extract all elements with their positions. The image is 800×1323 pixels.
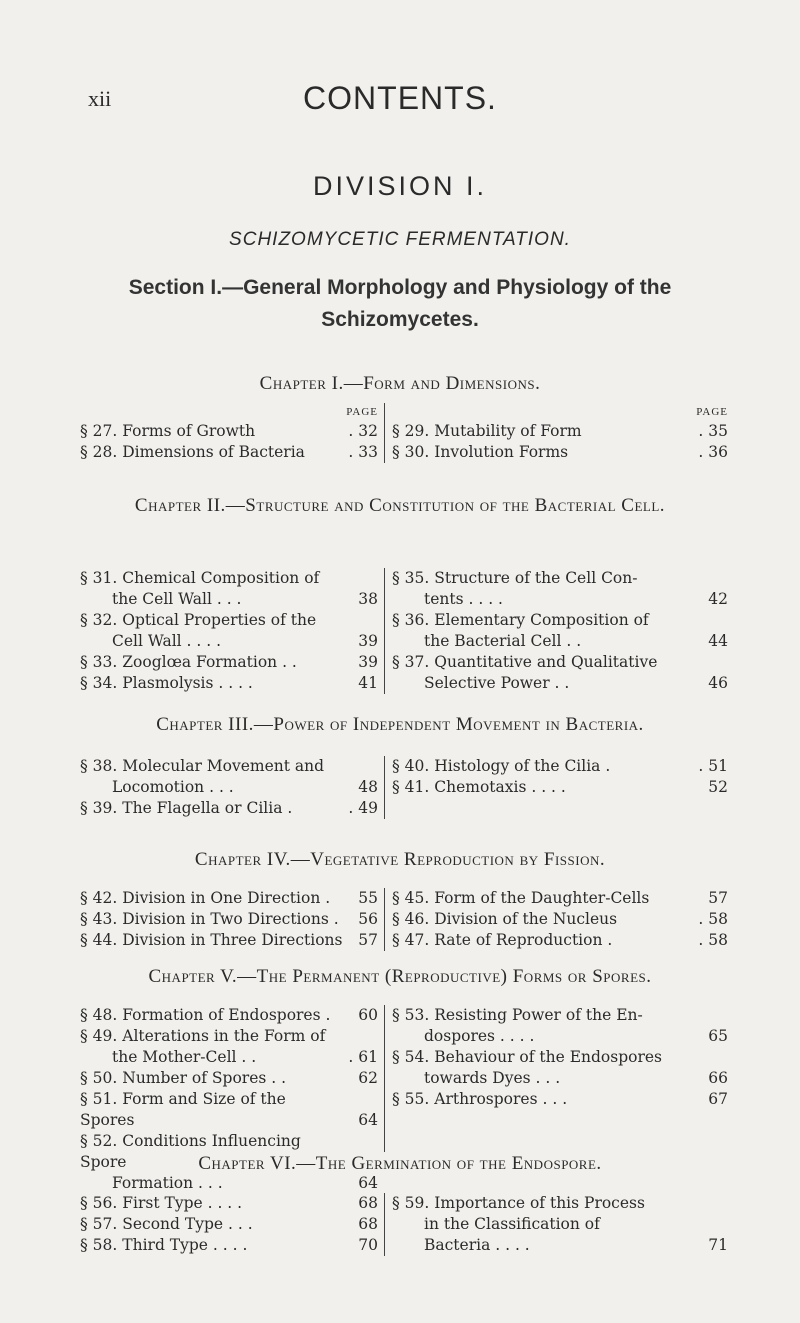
entry-title: Selective Power . .	[424, 674, 570, 692]
toc-entry[interactable]	[392, 930, 728, 951]
chapter-heading: Chapter II.—Structure and Constitution of the Bacterial Cell.	[134, 495, 666, 516]
entry-title: § 59. Importance of this Process	[392, 1194, 645, 1212]
toc-entry[interactable]	[80, 568, 378, 610]
entry-title: § 40. Histology of the Cilia .	[392, 757, 611, 775]
entry-page-number: 57	[358, 931, 378, 949]
entry-page-number: 41	[358, 674, 378, 692]
chapter-heading: Chapter V.—The Permanent (Reproductive) Forms or Spores.	[148, 966, 652, 987]
entry-title: § 28. Dimensions of Bacteria	[80, 443, 305, 461]
entry-page-number: . 32	[348, 422, 378, 440]
division-heading: DIVISION I.	[312, 171, 488, 201]
entry-title: in the Classification of	[424, 1215, 600, 1233]
entry-page-number: 38	[358, 590, 378, 608]
right-column	[392, 756, 728, 798]
entry-page-number: 64	[358, 1174, 378, 1192]
entry-title: § 52. Conditions Influencing Spore	[80, 1132, 301, 1171]
right-column	[392, 1005, 728, 1110]
entry-page-number: 52	[708, 778, 728, 796]
entry-page-number: 56	[358, 910, 378, 928]
right-column	[392, 1193, 728, 1256]
entry-page-number: . 58	[698, 931, 728, 949]
entry-page-number: 64	[358, 1111, 378, 1129]
entry-title: § 38. Molecular Movement and	[80, 757, 325, 775]
section-title: Section I.—General Morphology and Physiology of the Schizomycetes.	[128, 276, 672, 331]
entry-page-number: 70	[358, 1236, 378, 1254]
entry-title: towards Dyes . . .	[424, 1069, 561, 1087]
entry-title: § 43. Division in Two Directions .	[80, 910, 339, 928]
column-divider	[384, 568, 385, 694]
entry-page-number: . 61	[348, 1048, 378, 1066]
toc-entry[interactable]	[392, 777, 728, 798]
entry-title: § 42. Division in One Direction .	[80, 889, 331, 907]
toc-entry[interactable]	[392, 1005, 728, 1047]
entry-title: § 45. Form of the Daughter-Cells	[392, 889, 650, 907]
entry-title: Bacteria . . . .	[424, 1236, 530, 1254]
page-number: xii	[88, 86, 112, 111]
entry-page-number: 55	[358, 889, 378, 907]
entry-title: Formation . . .	[112, 1174, 223, 1192]
chapter-heading: Chapter IV.—Vegetative Reproduction by Fission.	[194, 849, 606, 870]
entry-title: § 32. Optical Properties of the	[80, 611, 317, 629]
running-head	[0, 80, 800, 120]
entry-page-number: 67	[708, 1090, 728, 1108]
entry-title: § 39. The Flagella or Cilia .	[80, 799, 293, 817]
left-column	[80, 756, 378, 819]
entry-page-number: . 33	[348, 443, 378, 461]
entry-title: § 41. Chemotaxis . . . .	[392, 778, 566, 796]
toc-entry[interactable]	[80, 930, 378, 951]
toc-entry[interactable]	[80, 909, 378, 930]
entry-page-number: 65	[708, 1027, 728, 1045]
entry-page-number: 44	[708, 632, 728, 650]
entry-title: § 33. Zooglœa Formation . .	[80, 653, 297, 671]
chapter-heading: Chapter III.—Power of Independent Movement in Bacteria.	[156, 714, 644, 735]
entry-title: tents . . . .	[424, 590, 503, 608]
entry-title: § 50. Number of Spores . .	[80, 1069, 287, 1087]
entry-title: § 36. Elementary Composition of	[392, 611, 649, 629]
entry-title: the Bacterial Cell . .	[424, 632, 582, 650]
toc-entry[interactable]	[80, 888, 378, 909]
column-divider	[384, 756, 385, 819]
entry-page-number: 71	[708, 1236, 728, 1254]
toc-entry[interactable]	[80, 1193, 378, 1214]
entry-title: § 35. Structure of the Cell Con-	[392, 569, 638, 587]
entry-title: § 54. Behaviour of the Endospores	[392, 1048, 663, 1066]
left-column	[80, 568, 378, 694]
running-title: CONTENTS.	[303, 80, 497, 116]
entry-title: § 48. Formation of Endospores .	[80, 1006, 331, 1024]
entry-title: § 58. Third Type . . . .	[80, 1236, 248, 1254]
toc-entry[interactable]	[392, 442, 728, 463]
toc-entry[interactable]	[80, 1005, 378, 1026]
toc-entry[interactable]	[80, 421, 378, 442]
toc-entry[interactable]	[80, 652, 378, 673]
entry-page-number: 39	[358, 653, 378, 671]
entry-title: Cell Wall . . . .	[112, 632, 222, 650]
entry-title: § 49. Alterations in the Form of	[80, 1027, 326, 1045]
entry-title: § 47. Rate of Reproduction .	[392, 931, 613, 949]
entry-title: § 46. Division of the Nucleus	[392, 910, 618, 928]
toc-entry[interactable]	[392, 1193, 728, 1256]
column-divider	[384, 888, 385, 951]
entry-page-number: 42	[708, 590, 728, 608]
entry-title: § 57. Second Type . . .	[80, 1215, 253, 1233]
entry-page-number: 60	[358, 1006, 378, 1024]
toc-entry[interactable]	[80, 1235, 378, 1256]
toc-entry[interactable]	[80, 1089, 378, 1131]
entry-page-number: . 51	[698, 757, 728, 775]
page-column-label: PAGE	[346, 406, 378, 418]
entry-title: § 29. Mutability of Form	[392, 422, 582, 440]
toc-entry[interactable]	[392, 568, 728, 610]
toc-entry[interactable]	[80, 442, 378, 463]
entry-title: § 56. First Type . . . .	[80, 1194, 243, 1212]
toc-entry[interactable]	[392, 1089, 728, 1110]
toc-entry[interactable]	[80, 1026, 378, 1068]
toc-entry[interactable]	[80, 673, 378, 694]
toc-entry[interactable]	[392, 888, 728, 909]
toc-entry[interactable]	[392, 756, 728, 777]
column-divider	[384, 403, 385, 463]
entry-title: § 51. Form and Size of the Spores	[80, 1090, 286, 1129]
column-divider	[384, 1193, 385, 1256]
toc-entry[interactable]	[392, 421, 728, 442]
entry-title: § 55. Arthrospores . . .	[392, 1090, 568, 1108]
entry-page-number: 57	[708, 889, 728, 907]
entry-title: § 44. Division in Three Directions	[80, 931, 343, 949]
entry-page-number: . 35	[698, 422, 728, 440]
chapter-heading: Chapter VI.—The Germination of the Endospore.	[198, 1153, 602, 1174]
page-column-label: PAGE	[696, 406, 728, 418]
entry-title: Locomotion . . .	[112, 778, 234, 796]
entry-title: § 37. Quantitative and Qualitative	[392, 653, 658, 671]
toc-entry[interactable]	[80, 756, 378, 798]
toc-entry[interactable]	[392, 1047, 728, 1089]
chapter-heading: Chapter I.—Form and Dimensions.	[259, 373, 541, 394]
right-column	[392, 888, 728, 951]
entry-title: the Mother-Cell . .	[112, 1048, 257, 1066]
entry-title: dospores . . . .	[424, 1027, 535, 1045]
toc-entry[interactable]	[80, 798, 378, 819]
toc-entry[interactable]	[392, 610, 728, 652]
entry-page-number: 68	[358, 1194, 378, 1212]
left-column	[80, 403, 378, 463]
entry-page-number: . 58	[698, 910, 728, 928]
toc-entry[interactable]	[80, 1068, 378, 1089]
entry-title: § 53. Resisting Power of the En-	[392, 1006, 643, 1024]
entry-page-number: . 49	[348, 799, 378, 817]
entry-page-number: 39	[358, 632, 378, 650]
entry-page-number: 48	[358, 778, 378, 796]
column-divider	[384, 1005, 385, 1152]
entry-page-number: . 36	[698, 443, 728, 461]
entry-page-number: 68	[358, 1215, 378, 1233]
entry-page-number: 46	[708, 674, 728, 692]
entry-page-number: 66	[708, 1069, 728, 1087]
toc-entry[interactable]	[392, 652, 728, 694]
left-column	[80, 888, 378, 951]
toc-entry[interactable]	[392, 909, 728, 930]
left-column	[80, 1193, 378, 1256]
right-column	[392, 403, 728, 463]
entry-title: § 27. Forms of Growth	[80, 422, 256, 440]
entry-title: § 31. Chemical Composition of	[80, 569, 320, 587]
entry-title: the Cell Wall . . .	[112, 590, 242, 608]
entry-title: § 34. Plasmolysis . . . .	[80, 674, 253, 692]
entry-page-number: 62	[358, 1069, 378, 1087]
toc-entry[interactable]	[80, 610, 378, 652]
entry-title: § 30. Involution Forms	[392, 443, 569, 461]
right-column	[392, 568, 728, 694]
toc-entry[interactable]	[80, 1214, 378, 1235]
part-title: SCHIZOMYCETIC FERMENTATION.	[229, 229, 571, 250]
